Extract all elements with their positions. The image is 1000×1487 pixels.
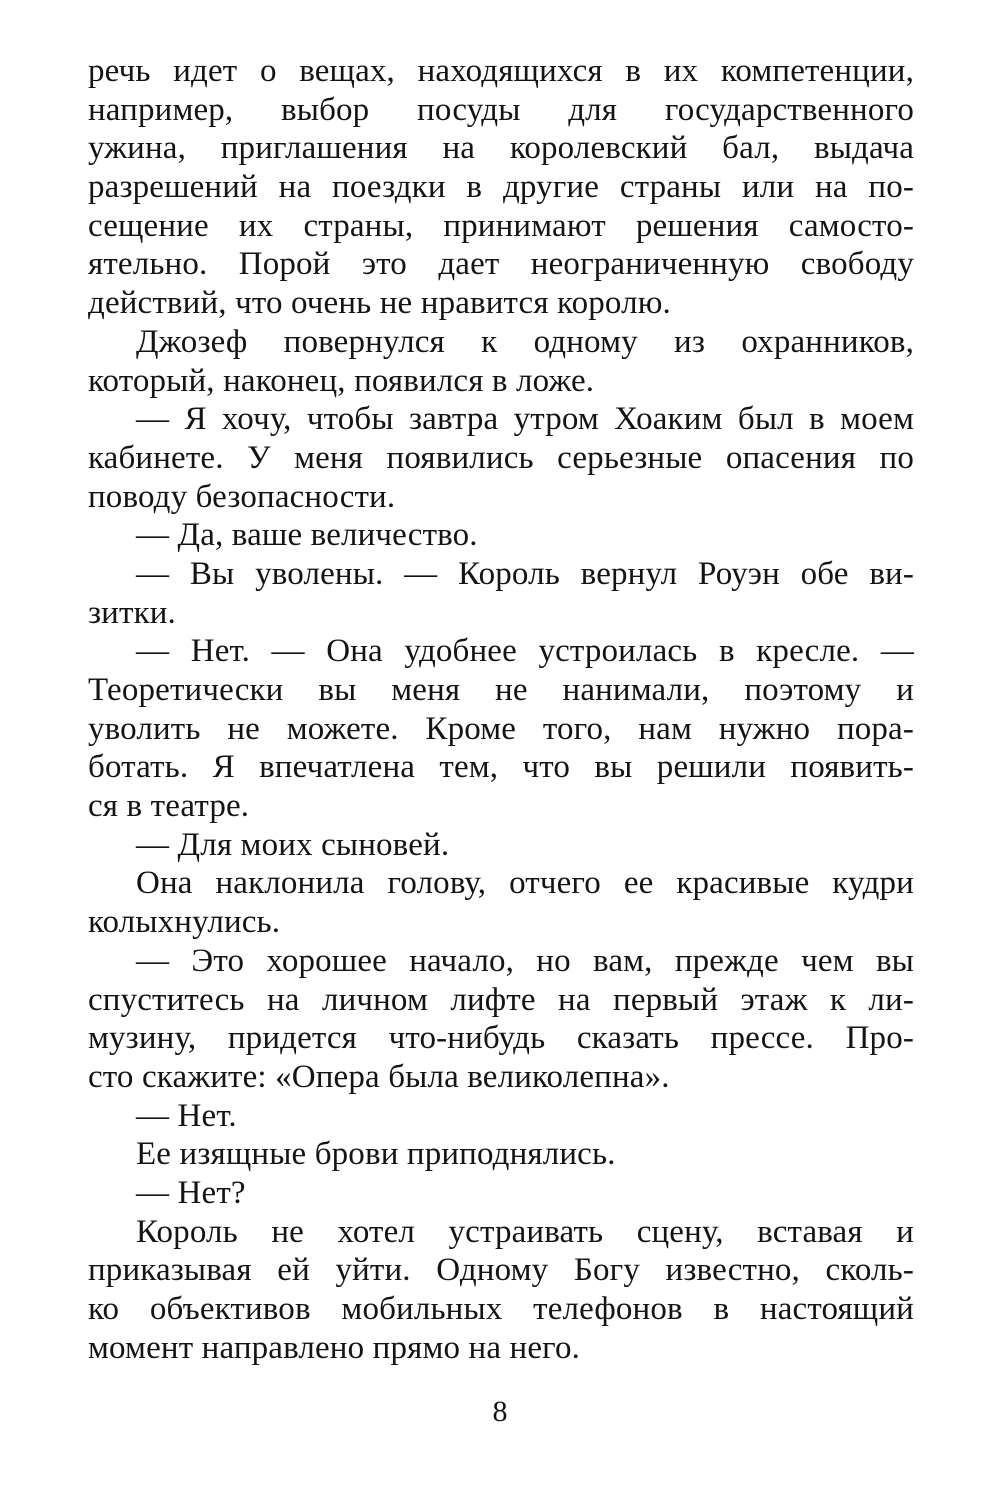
text-line: Ее изящные брови приподнялись. [136,1136,616,1173]
text-line: Король не хотел устраивать сцену, вставая и [136,1213,914,1250]
text-line: например, выбор посуды для государственного [88,91,914,128]
text-line: колыхнулись. [88,904,281,941]
text-line: Она наклонила голову, отчего ее красивые кудри [136,865,914,902]
text-line: сещение их страны, принимают решения самосто- [88,207,914,244]
text-line: музину, придется что-нибудь сказать прессе. Про- [88,1020,914,1057]
text-line: поводу безопасности. [88,478,396,515]
text-line: зитки. [88,594,176,631]
text-line: — Нет? [136,1174,246,1211]
text-line: момент направлено прямо на него. [88,1329,581,1366]
text-line: ся в театре. [88,788,250,825]
text-line: уволить не можете. Кроме того, нам нужно пора- [88,710,914,747]
text-line: ятельно. Порой это дает неограниченную свободу [88,246,914,283]
text-line: ужина, приглашения на королевский бал, выдача [88,130,914,167]
page-body [88,52,914,1367]
text-line: Джозеф повернулся к одному из охранников, [136,323,914,360]
text-line: — Вы уволены. — Король вернул Роуэн обе ви- [136,555,914,592]
text-line: спуститесь на личном лифте на первый этаж к ли- [88,981,914,1018]
text-line: — Это хорошее начало, но вам, прежде чем вы [136,942,914,979]
text-line: сто скажите: «Опера была великолепна». [88,1058,670,1095]
text-line: ботать. Я впечатлена тем, что вы решили появить- [88,749,914,786]
text-line: разрешений на поездки в другие страны или на по- [88,169,914,206]
text-line: — Да, ваше величество. [136,517,478,554]
text-line: приказывая ей уйти. Одному Богу известно, сколь- [88,1252,914,1289]
text-line: речь идет о вещах, находящихся в их компетенции, [88,53,914,89]
text-line: действий, что очень не нравится королю. [88,285,671,322]
text-line: ко объективов мобильных телефонов в настоящий [88,1291,914,1327]
page-number: 8 [492,1395,508,1428]
text-line: — Нет. [136,1097,237,1134]
text-line: Теоретически вы меня не нанимали, поэтому и [88,672,914,708]
text-line: — Для моих сыновей. [136,826,450,863]
text-line: — Нет. — Она удобнее устроилась в кресле. — [136,633,914,670]
text-line: который, наконец, появился в ложе. [88,362,595,399]
text-line: кабинете. У меня появились серьезные опасения по [88,439,914,476]
text-line: — Я хочу, чтобы завтра утром Хоаким был в моем [136,401,914,438]
